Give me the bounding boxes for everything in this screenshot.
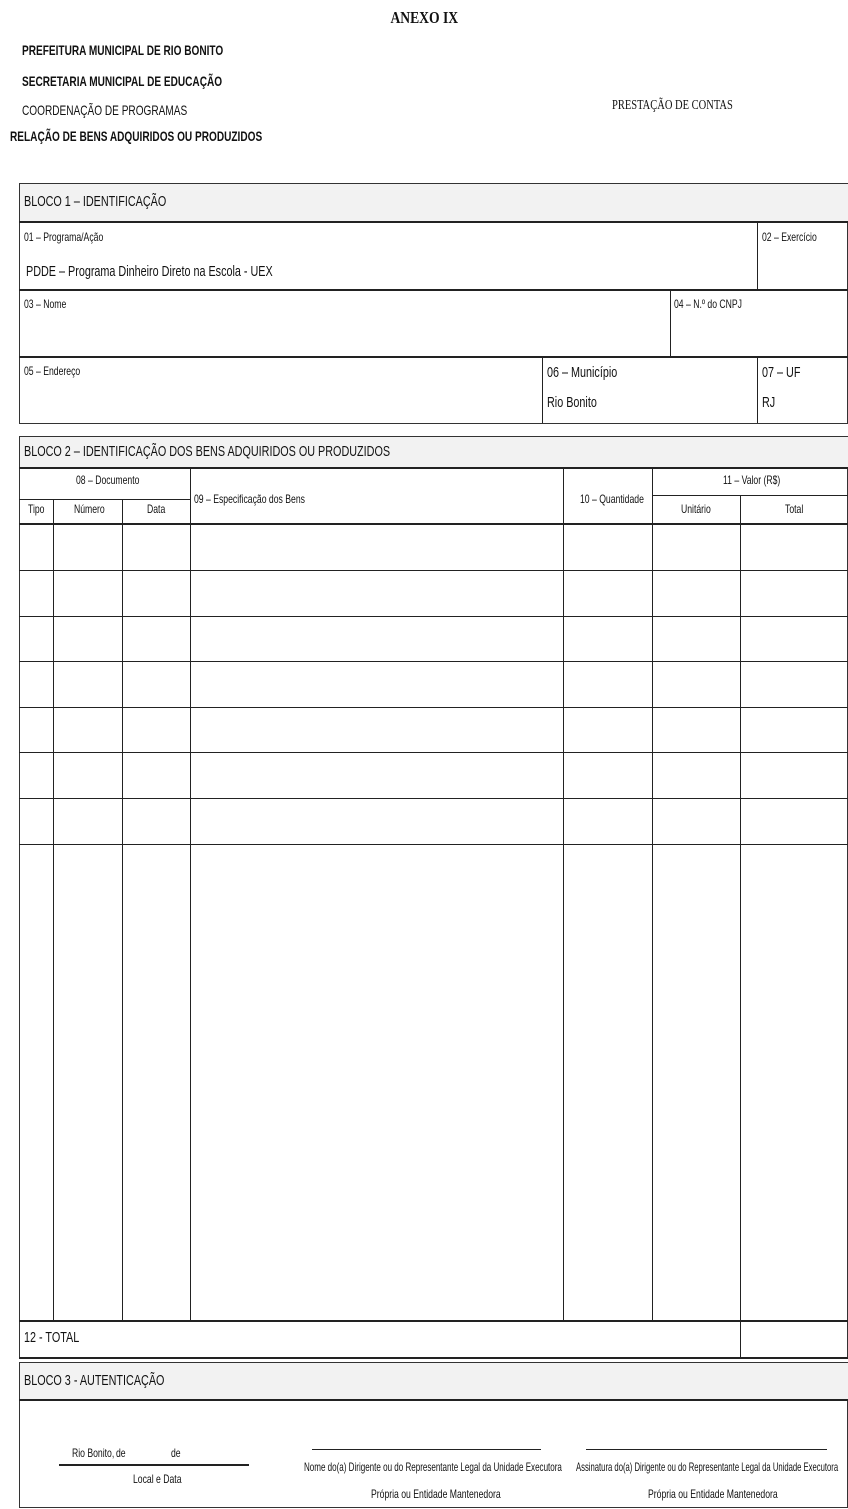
table-row[interactable] [19, 707, 848, 708]
header-line-secretaria: SECRETARIA MUNICIPAL DE EDUCAÇÃO [22, 73, 223, 89]
table-row[interactable] [19, 844, 848, 845]
field-04-label: 04 – N.º do CNPJ [674, 297, 742, 311]
nome-caption-2: Própria ou Entidade Mantenedora [371, 1487, 501, 1501]
de-text-2: de [171, 1446, 181, 1460]
header-line-coordenacao: COORDENAÇÃO DE PROGRAMAS [22, 102, 188, 118]
annex-title: ANEXO IX [390, 8, 458, 27]
bloco2-title: BLOCO 2 – IDENTIFICAÇÃO DOS BENS ADQUIRIDOS OU PRODUZIDOS [24, 443, 391, 460]
field-07-value[interactable]: RJ [762, 394, 776, 411]
table-row[interactable] [19, 798, 848, 799]
col-total: Total [785, 502, 804, 516]
col-data: Data [147, 502, 166, 516]
total-label: 12 - TOTAL [24, 1329, 80, 1346]
prestacao-de-contas-label: PRESTAÇÃO DE CONTAS [612, 98, 733, 113]
col-valor: 11 – Valor (R$) [723, 473, 781, 487]
bloco2-frame [19, 436, 848, 1358]
col-numero: Número [74, 502, 105, 516]
field-01-value[interactable]: PDDE – Programa Dinheiro Direto na Escola - UEX [26, 263, 273, 280]
de-text-1: de [116, 1446, 126, 1460]
bloco1-title: BLOCO 1 – IDENTIFICAÇÃO [24, 193, 167, 210]
assinatura-caption-2: Própria ou Entidade Mantenedora [648, 1487, 778, 1501]
field-02-label: 02 – Exercício [762, 230, 817, 244]
local-data-caption: Local e Data [133, 1472, 182, 1486]
table-row[interactable] [19, 752, 848, 753]
col-quantidade: 10 – Quantidade [580, 492, 644, 506]
field-03-label: 03 – Nome [24, 297, 67, 311]
field-07-label: 07 – UF [762, 364, 801, 381]
field-06-label: 06 – Município [547, 364, 618, 381]
nome-line[interactable] [312, 1449, 541, 1450]
bloco3-title: BLOCO 3 - AUTENTICAÇÃO [24, 1372, 165, 1389]
table-row[interactable] [19, 570, 848, 571]
nome-caption-1: Nome do(a) Dirigente ou do Representante Legal da Unidade Executora [304, 1460, 562, 1474]
table-row[interactable] [19, 616, 848, 617]
header-line-prefeitura: PREFEITURA MUNICIPAL DE RIO BONITO [22, 42, 224, 58]
place-text: Rio Bonito, [72, 1446, 115, 1460]
date-line[interactable] [59, 1464, 249, 1466]
col-documento: 08 – Documento [76, 473, 140, 487]
field-05-label: 05 – Endereço [24, 364, 81, 378]
field-01-label: 01 – Programa/Ação [24, 230, 104, 244]
col-tipo: Tipo [28, 502, 45, 516]
col-unitario: Unitário [681, 502, 711, 516]
assinatura-caption-1: Assinatura do(a) Dirigente ou do Representante Legal da Unidade Executora [576, 1460, 839, 1474]
field-06-value[interactable]: Rio Bonito [547, 394, 597, 411]
header-line-relacao: RELAÇÃO DE BENS ADQUIRIDOS OU PRODUZIDOS [10, 128, 263, 144]
col-especificacao: 09 – Especificação dos Bens [194, 492, 305, 506]
assinatura-line[interactable] [586, 1449, 827, 1450]
table-row[interactable] [19, 661, 848, 662]
